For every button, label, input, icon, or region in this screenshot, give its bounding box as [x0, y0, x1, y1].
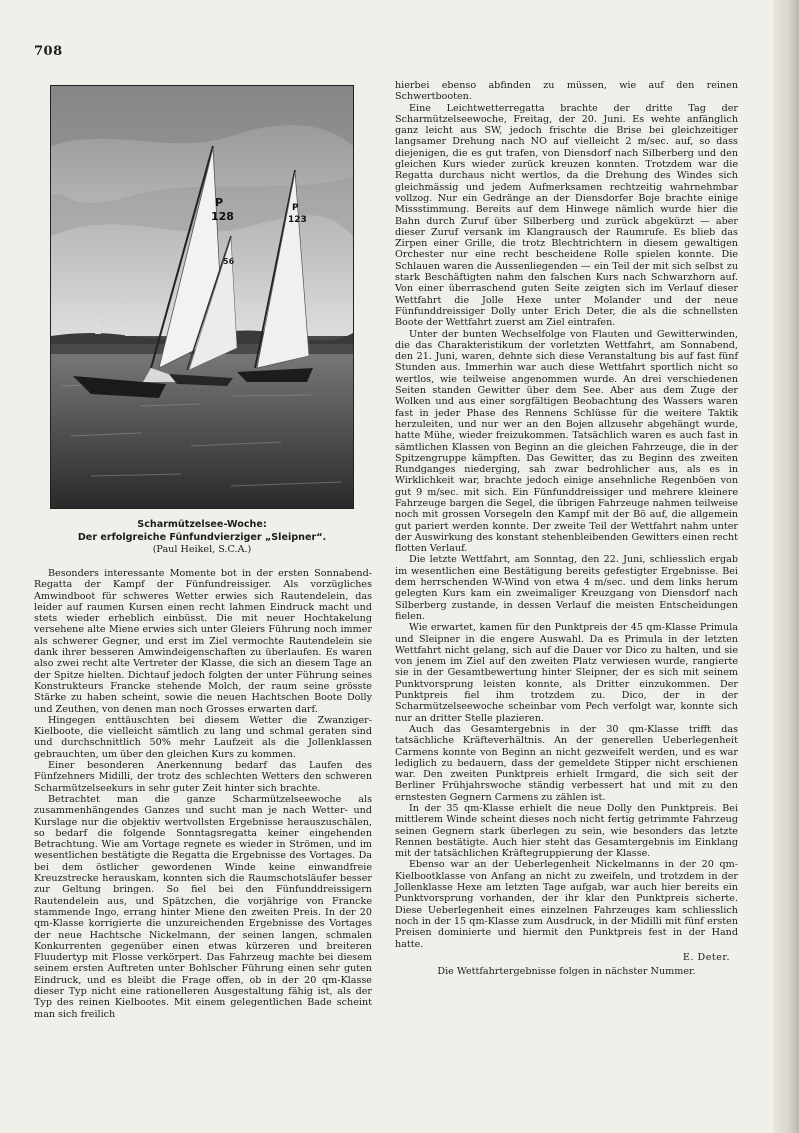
left-column	[34, 568, 372, 1020]
paragraph: In der 35 qm-Klasse erhielt die neue Dolly den Punktpreis. Bei mittlerem Winde scheint dieses noch nicht fertig getrimmte Fahrzeug seinen Gegnern stark überlegen zu sein, wie besonders das letzte Rennen bestätigte. Auch hier steht das Gesamtergebnis im Einklang mit der tatsächlichen Kräftegruppierung der Klasse.	[395, 803, 738, 860]
paragraph: Ebenso war an der Ueberlegenheit Nickelmanns in der 20 qm-Kielbootklasse von Anfang an nicht zu zweifeln, und trotzdem in der Jollenklasse Hexe am letzten Tage aufgab, war auch hier bereits ein Punktvorsprung vorhanden, der ihr klar den Punktpreis sicherte. Diese Ueberlegenheit eines einzelnen Fahrzeuges kam schliesslich noch in der 15 qm-Klasse zum Ausdruck, in der Midilli mit fünf ersten Preisen dominierte und hiermit den Punktpreis fest in der Hand hatte.	[395, 859, 738, 950]
paragraph: Eine Leichtwetterregatta brachte der dritte Tag der Scharmützelseewoche, Freitag, der 20. Juni. Es wehte anfänglich ganz leicht aus SW, jedoch frischte die Brise bei gleichzeitiger langsamer Drehung nach NO auf vielleicht 2 m/sec. auf, so dass diejenigen, die es gut trafen, von Diensdorf nach Silberberg und den gleichen Kurs wieder zurück kreuzen konnten. Trotzdem war die Regatta durchaus nicht wertlos, da die Drehung des Windes sich gleichmässig und jedem Aufmerksamen rechtzeitig wahrnehmbar vollzog. Nur ein Gedränge an der Diensdorfer Boje brachte einige Missstimmung. Bereits auf dem Hinwege nämlich wurde hier die Bahn durch Zuruf über Silberberg und zurück abgekürzt — aber dieser Zuruf versank im Klangrausch der Raumrufe. Es blieb das Zirpen einer Grille, die trotz Blechtrichtern in diesem gewaltigen Orchester nur eine recht bescheidene Rolle spielen konnte. Die Schlauen waren die Aussenliegenden — ein Teil der mit sich selbst zu stark Beschäftigten nahm den falschen Kurs nach Schwarzhorn auf. Von einer überraschend guten Seite zeigten sich im Verlauf dieser Wettfahrt die Jolle Hexe unter Molander und der neue Fünfunddreissiger Dolly unter Erich Deter, die als die schnellsten Boote der Wettfahrt zuerst am Ziel eintrafen.	[395, 102, 738, 329]
svg-text:56: 56	[223, 257, 235, 266]
caption-credit: (Paul Heikel, S.C.A.)	[152, 544, 252, 555]
paragraph: Besonders interessante Momente bot in der ersten Sonnabend-Regatta der Kampf der Fünfundreissiger. Als vorzügliches Amwindboot für schweres Wetter erwies sich Rautendelein, das leider auf raumen Kursen einen recht lahmen Eindruck macht und stets wieder erheblich einbüsst. Die mit neuer Hochtakelung versehene alte Miene erwies sich unter Gleiers Führung noch immer als schwerer Gegner, und erst im Ziel vermochte Rautendelein sie dank ihrer besseren Amwindeigenschaften zu überlaufen. Es waren also zwei recht alte Vertreter der Klasse, die sich an diesem Tage an der Spitze hielten. Dichtauf jedoch folgten der unter Führung seines Konstrukteurs Francke stehende Molch, der raum seine grösste Stärke zu haben scheint, sowie die neuen Hachtschen Boote Dolly und Zeuthen, von denen man noch Grosses erwarten darf.	[34, 568, 372, 715]
photo-caption	[50, 519, 354, 557]
right-column	[395, 80, 738, 977]
paragraph: Die letzte Wettfahrt, am Sonntag, den 22. Juni, schliesslich ergab im wesentlichen eine Bestätigung bereits gefestigter Ergebnisse. Bei dem herrschenden W-Wind von etwa 4 m/sec. und dem links herum gelegten Kurs kam ein zweimaliger Kreuzgang von Diensdorf nach Silberberg zustande, in dessen Verlauf die meisten Entscheidungen fielen.	[395, 554, 738, 622]
paragraph: Wie erwartet, kamen für den Punktpreis der 45 qm-Klasse Primula und Sleipner in die engere Auswahl. Da es Primula in der letzten Wettfahrt nicht gelang, sich auf die Dauer vor Dico zu halten, und sie von jenem im Ziel auf den zweiten Platz verwiesen wurde, rangierte sie in der Gesamtbewertung hinter Sleipner, der es sich mit seinem Punktvorsprung leisten konnte, als Dritter einzukommen. Der Punktpreis fiel ihm trotzdem zu. Dico, der in der Scharmützelseewoche scheinbar vom Pech verfolgt war, konnte sich nur an dritter Stelle plazieren.	[395, 622, 738, 724]
sail-number-1: P	[215, 196, 224, 209]
paragraph: Auch das Gesamtergebnis in der 30 qm-Klasse trifft das tatsächliche Kräfteverhältnis. An der generellen Ueberlegenheit Carmens konnte von Beginn an nicht gezweifelt werden, und es war lediglich zu bedauern, dass der gemeldete Stipper nicht erschienen war. Den zweiten Punktpreis erhielt Irmgard, die sich seit der Berliner Frühjahrswoche ständig verbessert hat und mit zu den ernstesten Gegnern Carmens zu zählen ist.	[395, 723, 738, 803]
sailboat-photo	[50, 85, 354, 509]
caption-subtitle: Der erfolgreiche Fünfundvierziger „Sleipner“.	[77, 531, 327, 543]
paragraph: Unter der bunten Wechselfolge von Flauten und Gewitterwinden, die das Charakteristikum der vorletzten Wettfahrt, am Sonnabend, den 21. Juni, waren, dehnte sich diese Veranstaltung bis auf fast fünf Stunden aus. Immerhin war auch diese Wettfahrt sportlich nicht so wertlos, wie teilweise angenommen wurde. An drei verschiedenen Seiten standen Gewitter über dem See. Aber aus dem Zuge der Wolken und aus einer sorgfältigen Beobachtung des Wassers waren fast in jeder Phase des Rennens Schlüsse für die weitere Taktik herzuleiten, und nur wer an den Bojen allzusehr abgehängt wurde, hatte Mühe, wieder freizukommen. Tatsächlich waren es auch fast in sämtlichen Klassen von Beginn an die gleichen Fahrzeuge, die in der Spitzengruppe kämpften. Das Gewitter, das zu Beginn des zweiten Rundganges niederging, sah zwar bedrohlicher aus, als es in Wirklichkeit war, brachte jedoch einige ansehnliche Regenböen von gut 9 m/sec. mit sich. Ein Fünfunddreissiger und mehrere kleinere Fahrzeuge bargen die Segel, die übrigen Fahrzeuge nahmen teilweise noch mit grossen Vorsegeln den Kampf mit der Bö auf, die allgemein gut pariert werden konnte. Der zweite Teil der Wettfahrt nahm unter der Auswirkung des konstant stehenbleibenden Gewitters einen recht flotten Verlauf.	[395, 328, 738, 555]
sail-number-1b: 128	[211, 210, 234, 223]
paragraph: Einer besonderen Anerkennung bedarf das Laufen des Fünfzehners Midilli, der trotz des schlechten Wetters den schweren Scharmützelseekurs in sehr guter Zeit hinter sich brachte.	[34, 760, 372, 794]
paragraph: hierbei ebenso abfinden zu müssen, wie auf den reinen Schwertbooten.	[395, 80, 738, 103]
caption-title: Scharmützelsee-Woche:	[137, 519, 267, 530]
author-signature: E. Deter.	[682, 951, 730, 963]
svg-text:123: 123	[288, 215, 307, 225]
svg-text:P: P	[292, 203, 299, 213]
paragraph: Betrachtet man die ganze Scharmützelseewoche als zusammenhängendes Ganzes und sucht man je nach Wetter- und Kurslage nur die objektiv wertvollsten Ergebnisse herauszuschälen, so bedarf die folgende Sonntagsregatta keiner eingehenden Betrachtung. Wie am Vortage regnete es wieder in Strömen, und im wesentlichen bestätigte die Regatta die Ergebnisse des Vortages. Da bei dem östlicher gewordenen Winde keine einwandfreie Kreuzstrecke herauskam, konnten sich die Raumschotsläufer besser zur Geltung bringen. So fiel bei den Fünfunddreissigern Rautendelein aus, und Spätzchen, die vorjährige von Francke stammende Ingo, errang hinter Miene den zweiten Preis. In der 20 qm-Klasse korrigierte die unzureichenden Ergebnisse des Vortages der neue Hachtsche Nickelmann, der seinen langen, schmalen Konkurrenten gegenüber einen etwas kürzeren und breiteren Fluudertyp mit Flosse verkörpert. Das Fahrzeug machte bei diesem seinem ersten Auftreten unter Bohlscher Führung einen sehr guten Eindruck, und es bleibt die Frage offen, ob in der 20 qm-Klasse dieser Typ nicht eine rationelleren Ausgestaltung fähig ist, als der Typ des reinen Kielbootes. Mit einem gelegentlichen Bade scheint man sich freilich	[34, 793, 372, 1020]
page-edge	[773, 0, 799, 1133]
paragraph: Hingegen enttäuschten bei diesem Wetter die Zwanziger-Kielboote, die vielleicht sämtlich zu lang und schmal geraten sind und durchschnittlich 50% mehr Laufzeit als die Jollenklassen gebrauchten, um über den gleichen Kurs zu kommen.	[34, 714, 372, 760]
page-number: 708	[34, 44, 63, 59]
footnote: Die Wettfahrtergebnisse folgen in nächster Nummer.	[437, 966, 696, 978]
